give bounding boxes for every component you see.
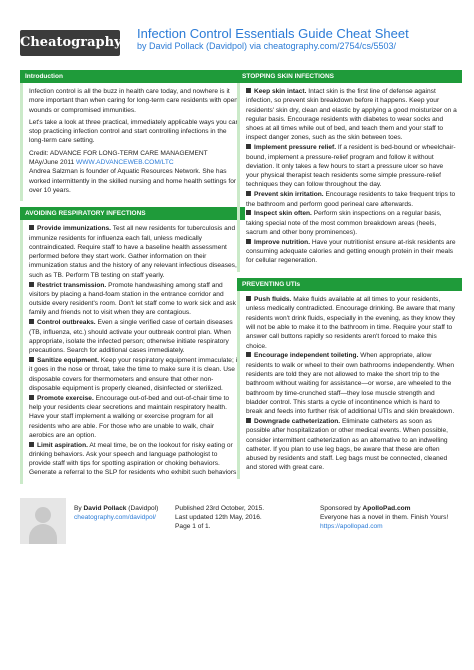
item-text: Keep your respiratory equipment immaculate; if it goes in the nose or throat, take the time to make sure it is clean. Use disposable covers for thermometers and ensure that other non-disposable equipment is properly cleaned, disinfected or sterilized. (29, 356, 239, 392)
credit-line (29, 158, 240, 167)
list-item (246, 87, 457, 143)
item-title: Encourage independent toileting. (254, 352, 359, 360)
credit-bio: Andrea Salzman is founder of Aquatic Resources Network. She has worked intermittently in the skilled nursing and home health settings for over 10 years. (29, 168, 237, 194)
item-title: Inspect skin often. (254, 210, 312, 218)
item-title: Push fluids. (254, 296, 292, 304)
bullet-icon (246, 210, 251, 215)
page-footer (20, 498, 454, 548)
list-item (29, 356, 240, 393)
list-item (29, 281, 240, 318)
item-text: Test all new residents for tuberculosis and immunize residents for influenza each fall, unless medically contraindicated. Require staff to have a baseline health assessment performed before they start work. Gather information on their immunization status and the history of any relevant infectious diseases, such as TB. Perform TB testing on staff yearly. (29, 225, 237, 279)
item-text: Promote handwashing among staff and visitors by placing a hand-foam station in the entrance corridor and outside every resident's room. Don't let staff come to work sick and ask family and friends not to visit when they are contagious. (29, 281, 236, 317)
bullet-icon (246, 296, 251, 301)
credit-link[interactable]: WWW.ADVANCEWEB.COM/LTC (76, 159, 174, 167)
bullet-icon (29, 282, 34, 287)
introduction-body (20, 83, 245, 201)
page-header (0, 0, 474, 62)
updated-date: Last updated 12th May, 2016. (175, 514, 262, 521)
bullet-icon (246, 352, 251, 357)
sponsor-name[interactable]: ApolloPad.com (362, 505, 411, 512)
byline-link[interactable]: cheatography.com/2754/cs/5503/ (263, 41, 396, 51)
bullet-icon (29, 319, 34, 324)
item-text: Have your nutritionist ensure at-risk residents are consuming adequate calories and getting enough protein in their meals for cellular regeneration. (246, 238, 456, 265)
preventing-heading: PREVENTING UTIs (237, 278, 462, 291)
item-title: Downgrade catheterization. (254, 418, 341, 425)
preventing-body (237, 291, 462, 479)
item-text: Eliminate catheters as soon as possible after hospitalization or other medical events. When possible, consider intermittent catheterization as an alternative to an indwelling catheter. If you plan to use leg bags, be aware that these are often abused by residents and staff. Leg bags must be connected, cleaned and stored with great care. (246, 418, 448, 472)
item-title: Improve nutrition. (254, 238, 311, 246)
avatar-head-icon (35, 507, 51, 523)
bullet-icon (29, 225, 34, 230)
author-handle: (Davidpol) (128, 505, 159, 512)
item-title: Prevent skin irritation. (254, 191, 324, 199)
bullet-icon (29, 442, 34, 447)
footer-dates (175, 504, 264, 531)
footer-author (74, 504, 158, 522)
stopping-body (237, 83, 462, 272)
list-item (29, 224, 240, 280)
bullet-icon (246, 239, 251, 244)
right-column (237, 70, 462, 479)
stopping-heading: STOPPING SKIN INFECTIONS (237, 70, 462, 83)
avoiding-heading: AVOIDING RESPIRATORY INFECTIONS (20, 207, 245, 220)
avatar-shoulders-icon (29, 524, 57, 544)
credit-line: Credit: ADVANCE FOR LONG-TERM CARE MANAGEMENT (29, 149, 208, 157)
item-text: Even a single verified case of certain diseases (TB, influenza, etc.) should activate your outbreak control plan. When appropriate, isolate the infected person; otherwise initiate respiratory precautions. Search for additional cases immediately. (29, 319, 233, 355)
page-count: Page 1 of 1. (175, 523, 211, 530)
bullet-icon (246, 418, 251, 423)
list-item (246, 295, 457, 351)
bullet-icon (246, 144, 251, 149)
bullet-icon (246, 88, 251, 93)
by-label: By (74, 505, 84, 512)
avoiding-body (20, 220, 245, 484)
item-title: Keep skin intact. (254, 88, 307, 95)
list-item (29, 318, 240, 355)
bullet-icon (246, 191, 251, 196)
item-title: Sanitize equipment. (37, 356, 99, 364)
list-item (246, 143, 457, 189)
item-title: Promote exercise. (37, 394, 94, 402)
list-item (29, 394, 240, 440)
introduction-heading: Introduction (20, 70, 245, 83)
intro-paragraph: Infection control is all the buzz in health care today, and nowhere is it more important than when caring for long-term care residents with open wounds or compromised immunities. (29, 88, 238, 114)
author-name: David Pollack (83, 505, 127, 512)
item-text: Make fluids available at all times to your residents, unless medically contradicted. Encourage drinking. Be aware that many residents won't drink fluids, especially in the evening, as they know they will not be able to make it to the bathroom in time. Require your staff to answer call buttons rapidly so residents aren't forced to make this choice. (246, 296, 456, 350)
sponsor-tagline: Everyone has a novel in them. Finish Yours! (320, 514, 449, 521)
page-title: Infection Control Essentials Guide Cheat Sheet (137, 26, 409, 41)
bullet-icon (29, 357, 34, 362)
item-title: Provide immunizations. (37, 225, 112, 233)
item-text: If a resident is bed-bound or wheelchair-bound, implement a pressure-relief program and follow it without deviation. It only takes a few hours to start a pressure ulcer so have your physical therapist teach residents some simple pressure-relief techniques they can follow throughout the day. (246, 144, 456, 189)
sponsor-link[interactable]: https://apollopad.com (320, 523, 383, 530)
item-text: Encourage residents to take frequent trips to the bathroom and perform good perineal care afterwards. (246, 191, 456, 208)
sponsor-line (320, 504, 448, 513)
list-item (246, 238, 457, 266)
credit-date: MAy/June 2011 (29, 159, 77, 167)
avatar[interactable] (20, 498, 66, 544)
cheatography-logo[interactable]: Cheatography (20, 30, 120, 56)
author-line (74, 504, 158, 513)
item-title: Control outbreaks. (37, 319, 96, 327)
list-item (29, 441, 240, 478)
byline (137, 41, 396, 51)
footer-sponsor (320, 504, 448, 531)
sponsored-label: Sponsored by (320, 505, 363, 512)
intro-paragraph: Let's take a look at three practical, immediately applicable ways you can stop practicing infection control and start controlling infections in the long-term care setting. (29, 118, 240, 145)
left-column (20, 70, 245, 484)
author-link[interactable]: cheatography.com/davidpol/ (74, 514, 156, 521)
published-date: Published 23rd October, 2015. (175, 505, 265, 512)
list-item (246, 190, 457, 209)
item-text: Perform skin inspections on a regular basis, taking special note of the most common breakdown areas (heels, sacrum and other bony prominences). (246, 210, 442, 236)
item-text: When appropriate, allow residents to walk or wheel to their own bathrooms independently. When residents are told they are not allowed to make the short trip to the bathroom without waiting for assistance—or worse, are wheeled to the bathroom by time-crunched staff—they lose muscle strength and bladder control. This starts a cycle of incontinence which is hard to break and feeds into further risk of additional UTIs and skin breakdown. (246, 352, 455, 416)
item-title: Limit aspiration. (37, 441, 88, 449)
item-title: Implement pressure relief. (254, 144, 337, 152)
list-item (246, 417, 457, 473)
bullet-icon (29, 395, 34, 400)
item-title: Restrict transmission. (37, 281, 107, 289)
byline-prefix: by David Pollack (Davidpol) via (137, 41, 264, 51)
list-item (246, 351, 457, 416)
item-text: At meal time, be on the lookout for risky eating or drinking behaviors. Ask your speech and language pathologist to provide staff with tips for spotting aspiration or choking behaviors. Generate a referral to the SLP for residents who exhibit such behaviors. (29, 441, 239, 477)
credit (29, 149, 240, 195)
list-item (246, 209, 457, 237)
item-text: Intact skin is the first line of defense against infection, so prevent skin breakdown before it happens. Keep your residents' skin dry, clean and elastic by applying a good moisturizer on a regular basis. Encourage residents with diabetes to wear socks and shoes at all times while out of bed, and teach them and your staff to inspect danger zones, such as the skin between toes. (246, 88, 457, 142)
item-text: Encourage out-of-bed and out-of-chair time to help your residents clear secretions and maintain respiratory health. Have your staff implement a walking or exercise program for all residents who are able. For those who are unable to walk, chair aerobics are an option. (29, 394, 230, 439)
